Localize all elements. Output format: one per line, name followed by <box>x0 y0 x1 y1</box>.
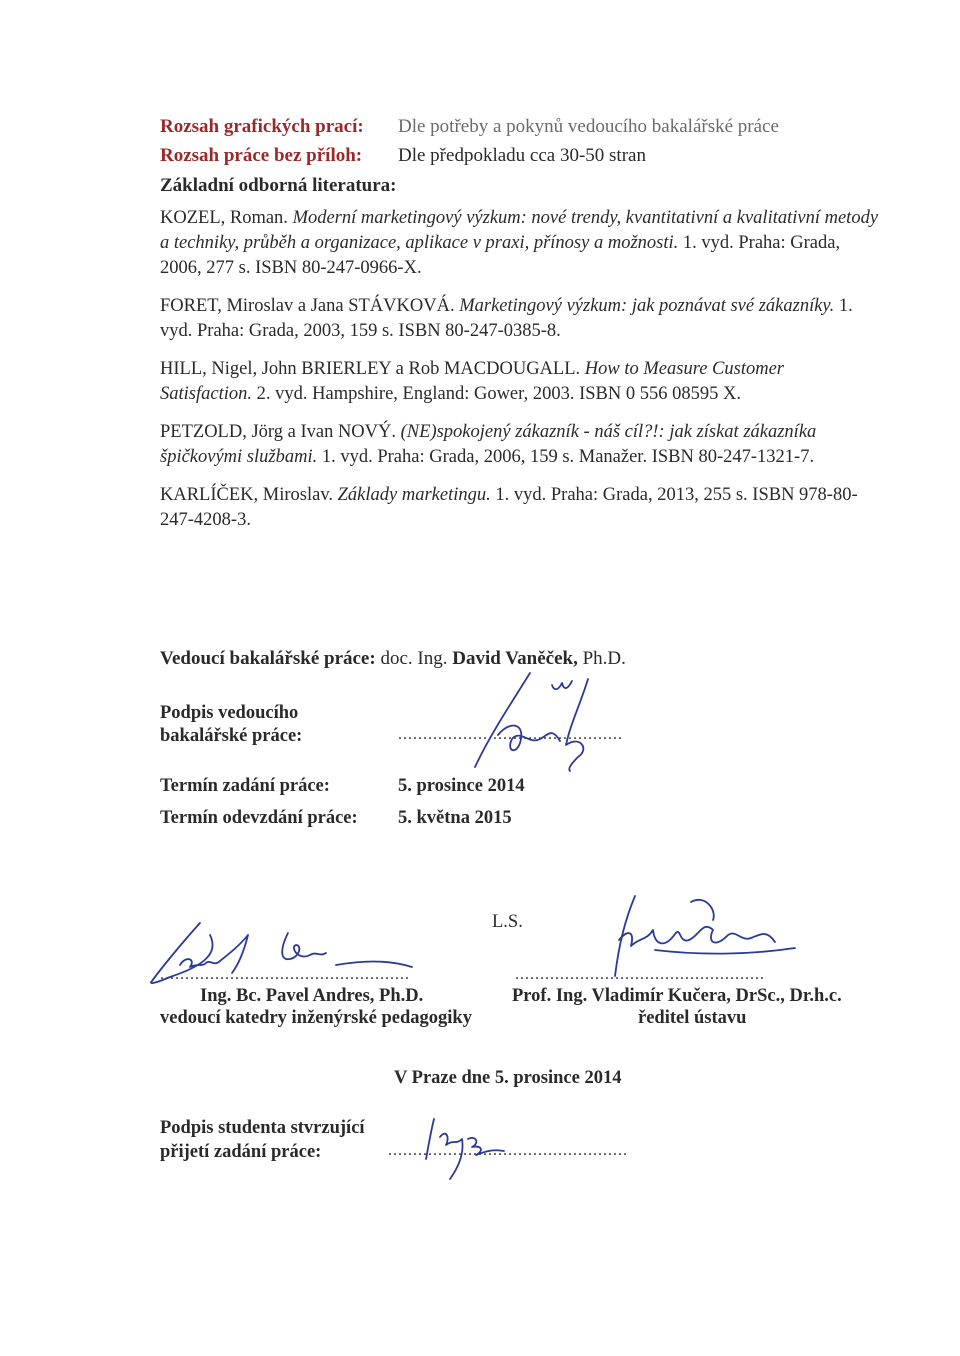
supervisor-suffix: Ph.D. <box>582 648 626 669</box>
literature-item <box>160 294 880 344</box>
stamp-ls: L.S. <box>492 912 523 932</box>
literature-authors: FORET, Miroslav a Jana STÁVKOVÁ. <box>160 296 455 316</box>
supervisor-name: David Vaněček, <box>452 648 578 669</box>
supervisor-title-prefix: doc. Ing. <box>380 648 448 669</box>
supervisor-signature-line: ............................................. <box>398 726 623 743</box>
student-signature <box>420 1115 510 1185</box>
literature-publication: 1. vyd. Praha: Grada, 2006, 277 s. ISBN 80-247-0966-X. <box>160 233 841 278</box>
institute-director-name: Prof. Ing. Vladimír Kučera, DrSc., Dr.h.c. <box>512 986 842 1006</box>
supervisor-label: Vedoucí bakalářské práce: <box>160 648 376 669</box>
submission-date-value: 5. května 2015 <box>398 808 512 828</box>
literature-authors: HILL, Nigel, John BRIERLEY a Rob MACDOUGALL. <box>160 359 581 379</box>
institute-director-signature-line: .................................................. <box>515 966 765 983</box>
assignment-date-value: 5. prosince 2014 <box>398 776 525 796</box>
head-of-department-signature-line: .................................................. <box>160 966 410 983</box>
institute-director-role: ředitel ústavu <box>638 1008 747 1028</box>
literature-title: Marketingový výzkum: jak poznávat své zákazníky. <box>459 296 835 316</box>
literature-publication: 1. vyd. Praha: Grada, 2006, 159 s. Manažer. ISBN 80-247-1321-7. <box>321 447 815 467</box>
literature-heading: Základní odborná literatura: <box>160 175 397 196</box>
graphics-scope-value: Dle potřeby a pokynů vedoucího bakalářské práce <box>398 116 779 137</box>
literature-item <box>160 357 880 407</box>
length-scope-value: Dle předpokladu cca 30-50 stran <box>398 145 646 166</box>
literature-authors: PETZOLD, Jörg a Ivan NOVÝ. <box>160 422 397 442</box>
literature-item <box>160 420 880 470</box>
literature-title: Základy marketingu. <box>337 485 491 505</box>
place-and-date: V Praze dne 5. prosince 2014 <box>394 1068 622 1088</box>
literature-publication: 1. vyd. Praha: Grada, 2013, 255 s. ISBN 978-80-247-4208-3. <box>160 485 858 530</box>
length-scope-label: Rozsah práce bez příloh: <box>160 145 363 166</box>
assignment-date-label: Termín zadání práce: <box>160 776 330 796</box>
literature-authors: KOZEL, Roman. <box>160 208 288 228</box>
head-of-department-role: vedoucí katedry inženýrské pedagogiky <box>160 1008 472 1028</box>
literature-title: (NE)spokojený zákazník - náš cíl?!: jak získat zákazníka špičkovými službami. <box>160 422 817 467</box>
supervisor-signature <box>440 665 640 775</box>
literature-title: Moderní marketingový výzkum: nové trendy, kvantitativní a kvalitativní metody a techniky, průběh a organizace, aplikace v praxi, přínosy a možnosti. <box>160 208 879 253</box>
head-of-department-name: Ing. Bc. Pavel Andres, Ph.D. <box>200 986 424 1006</box>
literature-authors: KARLÍČEK, Miroslav. <box>160 485 333 505</box>
student-signature-label-line2: přijetí zadání práce: <box>160 1142 322 1162</box>
literature-publication: 2. vyd. Hampshire, England: Gower, 2003. ISBN 0 556 08595 X. <box>256 384 741 404</box>
graphics-scope-label: Rozsah grafických prací: <box>160 116 364 137</box>
student-signature-label-line1: Podpis studenta stvrzující <box>160 1118 365 1138</box>
supervisor-signature-label-line1: Podpis vedoucího <box>160 703 299 723</box>
literature-title: How to Measure Customer Satisfaction. <box>160 359 784 404</box>
student-signature-line: ................................................ <box>388 1142 628 1159</box>
submission-date-label: Termín odevzdání práce: <box>160 808 358 828</box>
literature-publication: 1. vyd. Praha: Grada, 2003, 159 s. ISBN 80-247-0385-8. <box>160 296 853 341</box>
literature-item <box>160 206 880 281</box>
literature-item <box>160 483 880 533</box>
supervisor-signature-label-line2: bakalářské práce: <box>160 726 303 746</box>
literature-list <box>160 206 880 546</box>
